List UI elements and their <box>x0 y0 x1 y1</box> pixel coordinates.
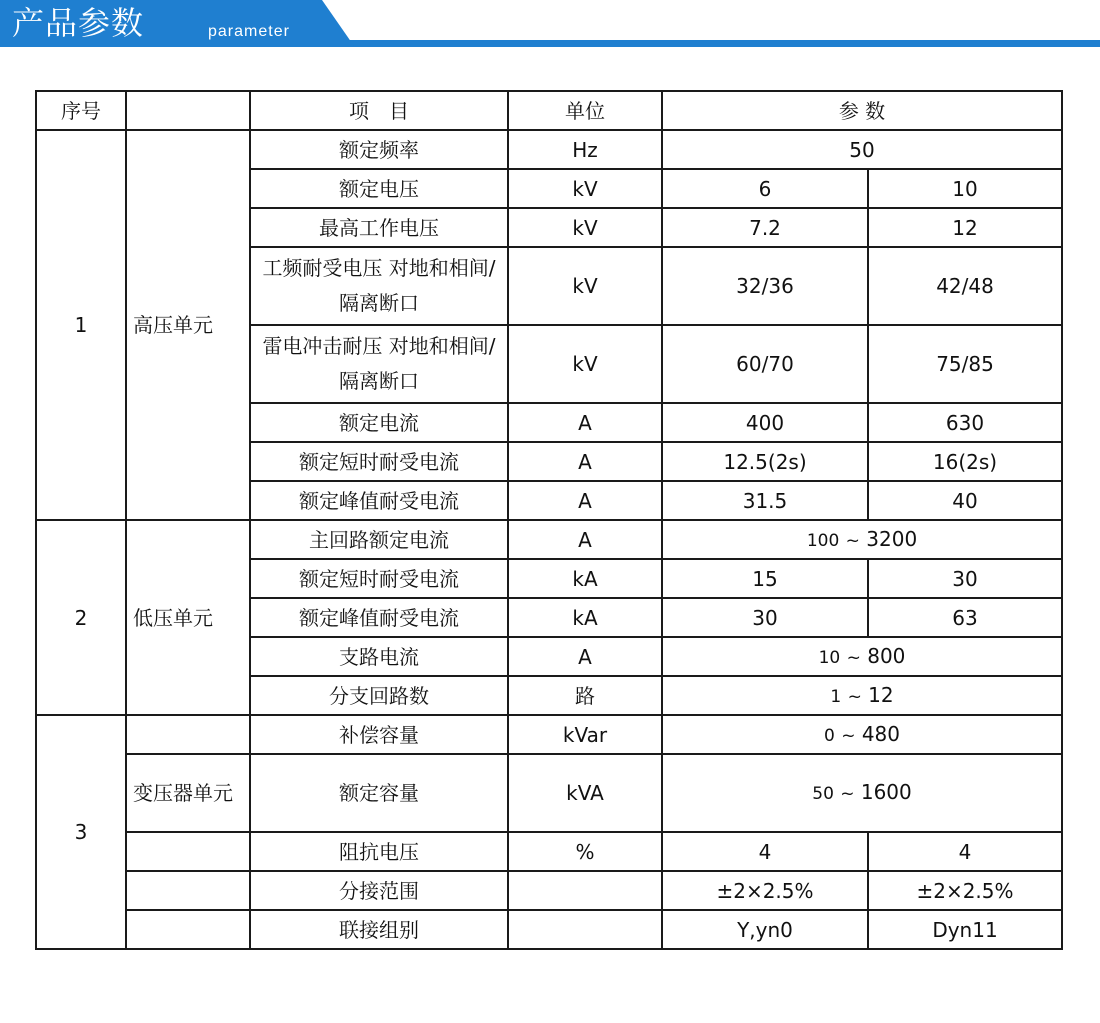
table-row <box>36 832 1062 871</box>
range-high: 480 <box>861 721 900 746</box>
unit-cell <box>508 871 662 910</box>
unit-cell: kV <box>508 325 662 403</box>
range-cell <box>662 520 1062 559</box>
value-cell-1: 31.5 <box>662 481 868 520</box>
group-seq: 1 <box>36 130 126 520</box>
group-seq: 3 <box>36 715 126 949</box>
unit-cell: kV <box>508 169 662 208</box>
value-cell-2: ±2×2.5% <box>868 871 1062 910</box>
range-high: 3200 <box>866 526 918 551</box>
range-cell <box>662 637 1062 676</box>
item-cell: 联接组别 <box>250 910 508 949</box>
item-cell: 额定短时耐受电流 <box>250 559 508 598</box>
header-item: 项 目 <box>250 91 508 130</box>
unit-cell <box>508 910 662 949</box>
value-cell-1: 15 <box>662 559 868 598</box>
value-cell-2: 12 <box>868 208 1062 247</box>
table-row <box>36 754 1062 832</box>
table-header-row <box>36 91 1062 130</box>
value-cell-2: 16(2s) <box>868 442 1062 481</box>
range-high: 800 <box>867 643 906 668</box>
group-blank <box>126 910 250 949</box>
section-header <box>0 0 1100 52</box>
header-unit: 单位 <box>508 91 662 130</box>
unit-cell: A <box>508 481 662 520</box>
range-sep: ~ <box>841 725 856 746</box>
item-cell: 额定短时耐受电流 <box>250 442 508 481</box>
value-cell-2: 75/85 <box>868 325 1062 403</box>
item-cell: 额定峰值耐受电流 <box>250 598 508 637</box>
group-seq: 2 <box>36 520 126 715</box>
value-cell-2: 30 <box>868 559 1062 598</box>
group-name: 高压单元 <box>126 130 250 520</box>
item-cell: 最高工作电压 <box>250 208 508 247</box>
item-cell: 阻抗电压 <box>250 832 508 871</box>
value-cell-1: 6 <box>662 169 868 208</box>
value-cell-1: 7.2 <box>662 208 868 247</box>
table-row <box>36 715 1062 754</box>
table-row <box>36 520 1062 559</box>
range-low: 0 <box>824 725 835 746</box>
range-cell <box>662 715 1062 754</box>
group-blank <box>126 715 250 754</box>
range-cell <box>662 754 1062 832</box>
range-low: 100 <box>806 530 840 551</box>
item-cell: 雷电冲击耐压 对地和相间/隔离断口 <box>250 325 508 403</box>
range-high: 12 <box>868 682 894 707</box>
group-name: 变压器单元 <box>126 754 250 832</box>
header-value: 参 数 <box>662 91 1062 130</box>
unit-cell: kV <box>508 208 662 247</box>
value-cell-1: 32/36 <box>662 247 868 325</box>
unit-cell: 路 <box>508 676 662 715</box>
group-blank <box>126 871 250 910</box>
value-cell: 50 <box>662 130 1062 169</box>
item-cell: 补偿容量 <box>250 715 508 754</box>
item-cell: 主回路额定电流 <box>250 520 508 559</box>
table-row <box>36 130 1062 169</box>
unit-cell: A <box>508 442 662 481</box>
unit-cell: % <box>508 832 662 871</box>
table-row <box>36 910 1062 949</box>
item-cell: 额定频率 <box>250 130 508 169</box>
unit-cell: A <box>508 637 662 676</box>
value-cell-2: 42/48 <box>868 247 1062 325</box>
unit-cell: kA <box>508 598 662 637</box>
range-cell <box>662 676 1062 715</box>
item-cell: 额定容量 <box>250 754 508 832</box>
header-group <box>126 91 250 130</box>
unit-cell: kV <box>508 247 662 325</box>
value-cell-1: 30 <box>662 598 868 637</box>
value-cell-2: 4 <box>868 832 1062 871</box>
item-cell: 额定电压 <box>250 169 508 208</box>
value-cell-2: 630 <box>868 403 1062 442</box>
value-cell-2: 40 <box>868 481 1062 520</box>
range-high: 1600 <box>860 779 912 804</box>
value-cell-1: 60/70 <box>662 325 868 403</box>
range-sep: ~ <box>846 647 861 668</box>
value-cell-1: 400 <box>662 403 868 442</box>
item-cell: 分支回路数 <box>250 676 508 715</box>
value-cell-2: 10 <box>868 169 1062 208</box>
unit-cell: kA <box>508 559 662 598</box>
item-cell: 额定峰值耐受电流 <box>250 481 508 520</box>
unit-cell: A <box>508 520 662 559</box>
value-cell-1: Y,yn0 <box>662 910 868 949</box>
value-cell-2: 63 <box>868 598 1062 637</box>
group-name: 低压单元 <box>126 520 250 715</box>
range-low: 50 <box>812 783 834 804</box>
unit-cell: kVar <box>508 715 662 754</box>
page-subtitle: parameter <box>208 23 290 40</box>
range-sep: ~ <box>845 530 860 551</box>
range-sep: ~ <box>847 686 862 707</box>
value-cell-2: Dyn11 <box>868 910 1062 949</box>
item-cell: 支路电流 <box>250 637 508 676</box>
item-cell: 额定电流 <box>250 403 508 442</box>
range-low: 1 <box>830 686 842 707</box>
range-sep: ~ <box>840 783 855 804</box>
page-title: 产品参数 <box>12 4 145 42</box>
unit-cell: Hz <box>508 130 662 169</box>
unit-cell: kVA <box>508 754 662 832</box>
parameter-table <box>35 90 1063 950</box>
unit-cell: A <box>508 403 662 442</box>
group-blank <box>126 832 250 871</box>
range-low: 10 <box>818 647 841 668</box>
item-cell: 分接范围 <box>250 871 508 910</box>
value-cell-1: 4 <box>662 832 868 871</box>
header-seq: 序号 <box>36 91 126 130</box>
value-cell-1: 12.5(2s) <box>662 442 868 481</box>
item-cell: 工频耐受电压 对地和相间/隔离断口 <box>250 247 508 325</box>
table-row <box>36 871 1062 910</box>
value-cell-1: ±2×2.5% <box>662 871 868 910</box>
